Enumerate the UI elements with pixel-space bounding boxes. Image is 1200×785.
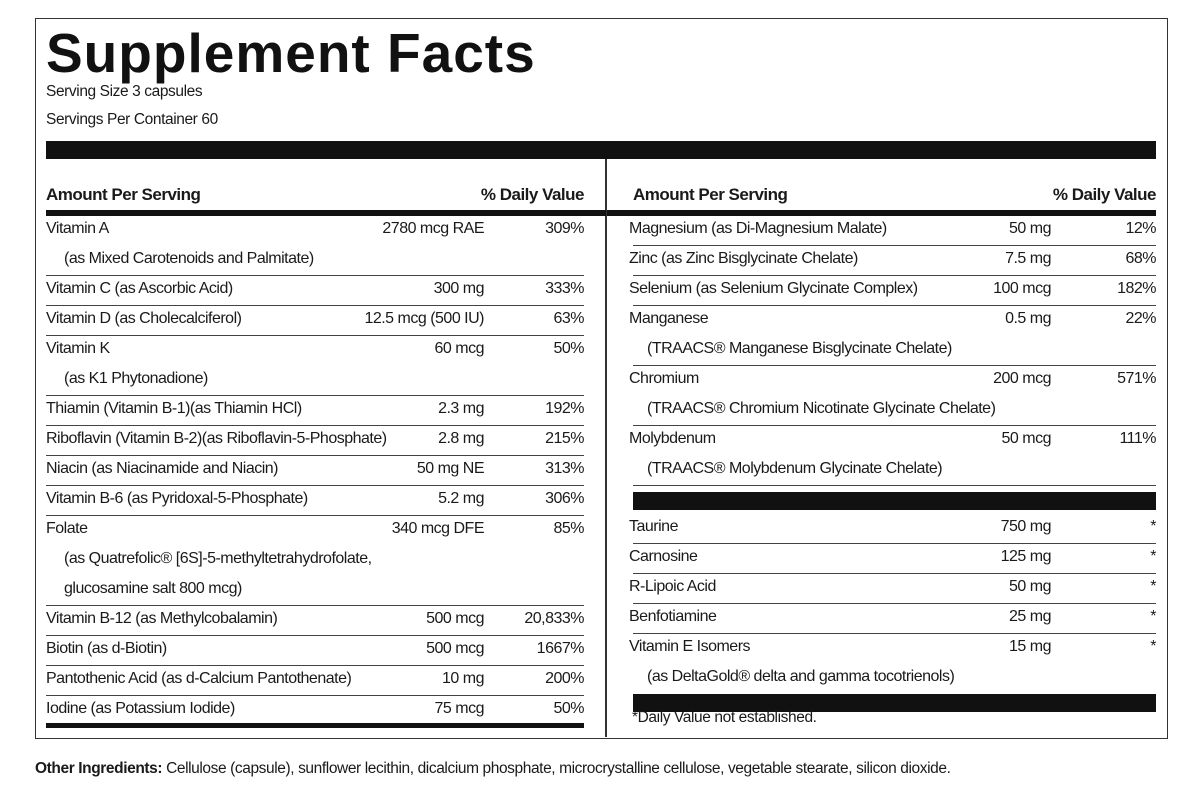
nutrient-daily-value: 571% [1117,370,1156,387]
nutrient-amount: 50 mcg [1001,430,1051,447]
nutrient-amount: 75 mcg [434,700,484,717]
nutrient-name: R-Lipoic Acid [629,578,716,595]
nutrient-daily-value: 313% [545,460,584,477]
nutrient-amount: 2.8 mg [438,430,484,447]
nutrient-source: glucosamine salt 800 mcg) [64,580,242,597]
nutrient-name: Thiamin (Vitamin B-1)(as Thiamin HCl) [46,400,302,417]
nutrient-daily-value: 20,833% [524,610,584,627]
panel-title: Supplement Facts [46,22,536,84]
nutrient-daily-value: * [1150,608,1156,625]
nutrient-row [46,276,584,306]
nutrient-row [46,456,584,486]
nutrient-name: Selenium (as Selenium Glycinate Complex) [629,280,918,297]
nutrient-row [46,306,584,336]
nutrient-amount: 50 mg [1009,578,1051,595]
nutrient-name: Benfotiamine [629,608,717,625]
nutrient-amount: 200 mcg [993,370,1051,387]
nutrient-daily-value: 63% [553,310,584,327]
nutrient-name: Zinc (as Zinc Bisglycinate Chelate) [629,250,858,267]
nutrient-daily-value: 50% [553,700,584,717]
other-ingredients-label: Other Ingredients: [35,760,163,777]
nutrient-name: Riboflavin (Vitamin B-2)(as Riboflavin-5-Phosphate) [46,430,387,447]
serving-size: Serving Size 3 capsules [46,83,203,100]
nutrient-row [629,514,1156,544]
nutrient-name: Folate [46,520,88,537]
nutrient-row [629,544,1156,574]
nutrient-row [46,396,584,426]
nutrient-row [46,666,584,696]
nutrient-name: Iodine (as Potassium Iodide) [46,700,235,717]
supplement-facts-panel [35,18,1168,739]
nutrient-row [46,426,584,456]
nutrient-row [629,306,1156,366]
amount-header: Amount Per Serving [46,185,201,204]
nutrient-row [629,216,1156,246]
other-ingredients [35,760,951,778]
nutrient-amount: 10 mg [442,670,484,687]
amount-header: Amount Per Serving [633,185,788,204]
top-bar [46,141,1156,159]
nutrient-row [46,486,584,516]
nutrient-source: (as Quatrefolic® [6S]-5-methyltetrahydrofolate, [64,550,372,567]
nutrient-row [46,696,584,726]
nutrient-row [629,246,1156,276]
column-divider [605,159,607,737]
nutrient-name: Vitamin E Isomers [629,638,751,655]
nutrient-daily-value: 111% [1119,430,1156,447]
nutrient-daily-value: 22% [1125,310,1156,327]
nutrient-amount: 25 mg [1009,608,1051,625]
nutrient-row [629,634,1156,694]
nutrient-amount: 50 mg [1009,220,1051,237]
nutrient-daily-value: 306% [545,490,584,507]
nutrient-daily-value: 12% [1125,220,1156,237]
nutrient-name: Molybdenum [629,430,716,447]
nutrient-amount: 0.5 mg [1005,310,1051,327]
nutrient-row [46,516,584,606]
nutrient-source: (as Mixed Carotenoids and Palmitate) [64,250,314,267]
nutrient-daily-value: * [1150,548,1156,565]
nutrient-daily-value: 50% [553,340,584,357]
nutrient-name: Manganese [629,310,709,327]
nutrient-name: Pantothenic Acid (as d-Calcium Pantothenate) [46,670,352,687]
nutrient-amount: 300 mg [433,280,484,297]
nutrient-row [46,606,584,636]
nutrient-name: Niacin (as Niacinamide and Niacin) [46,460,278,477]
dv-header: % Daily Value [1052,185,1156,204]
nutrient-row [629,366,1156,426]
nutrient-daily-value: 68% [1125,250,1156,267]
nutrient-amount: 340 mcg DFE [391,520,484,537]
nutrient-daily-value: 85% [553,520,584,537]
nutrient-amount: 12.5 mcg (500 IU) [364,310,484,327]
nutrient-name: Taurine [629,518,678,535]
nutrient-name: Vitamin C (as Ascorbic Acid) [46,280,233,297]
nutrient-daily-value: * [1150,518,1156,535]
nutrient-daily-value: 200% [545,670,584,687]
nutrient-row [46,336,584,396]
nutrient-row [629,574,1156,604]
nutrient-amount: 7.5 mg [1005,250,1051,267]
nutrient-name: Vitamin K [46,340,110,357]
nutrient-amount: 15 mg [1009,638,1051,655]
nutrient-daily-value: 182% [1117,280,1156,297]
nutrient-amount: 125 mg [1000,548,1051,565]
nutrient-source: (TRAACS® Manganese Bisglycinate Chelate) [647,340,952,357]
nutrient-amount: 2780 mcg RAE [382,220,484,237]
nutrient-name: Carnosine [629,548,698,565]
nutrient-source: (as K1 Phytonadione) [64,370,208,387]
nutrient-amount: 50 mg NE [416,460,484,477]
nutrient-row [629,604,1156,634]
nutrient-row [629,426,1156,486]
nutrient-source: (as DeltaGold® delta and gamma tocotrienols) [647,668,955,685]
nutrient-source: (TRAACS® Chromium Nicotinate Glycinate Chelate) [647,400,996,417]
nutrient-amount: 2.3 mg [438,400,484,417]
nutrient-name: Vitamin B-6 (as Pyridoxal-5-Phosphate) [46,490,308,507]
footnote: *Daily Value not established. [632,709,817,726]
other-ingredients-text: Cellulose (capsule), sunflower lecithin, dicalcium phosphate, microcrystalline cellulose, vegetable stearate, silicon dioxide. [162,760,951,777]
nutrient-name: Biotin (as d-Biotin) [46,640,167,657]
nutrient-daily-value: 192% [545,400,584,417]
dv-header: % Daily Value [480,185,584,204]
nutrient-name: Chromium [629,370,699,387]
nutrient-source: (TRAACS® Molybdenum Glycinate Chelate) [647,460,943,477]
nutrient-amount: 60 mcg [434,340,484,357]
nutrient-amount: 100 mcg [993,280,1051,297]
nutrient-name: Magnesium (as Di-Magnesium Malate) [629,220,887,237]
nutrient-name: Vitamin A [46,220,109,237]
nutrient-daily-value: 309% [545,220,584,237]
nutrient-amount: 750 mg [1000,518,1051,535]
nutrient-amount: 500 mcg [426,640,484,657]
nutrient-daily-value: 215% [545,430,584,447]
nutrient-daily-value: 1667% [536,640,584,657]
nutrient-row [629,276,1156,306]
nutrient-amount: 500 mcg [426,610,484,627]
section-bar [633,492,1156,510]
nutrient-daily-value: 333% [545,280,584,297]
nutrient-name: Vitamin D (as Cholecalciferol) [46,310,242,327]
nutrient-amount: 5.2 mg [438,490,484,507]
servings-per-container: Servings Per Container 60 [46,111,218,128]
nutrient-daily-value: * [1150,638,1156,655]
nutrient-row [46,636,584,666]
bottom-rule [46,723,584,728]
nutrient-daily-value: * [1150,578,1156,595]
nutrient-row [46,216,584,276]
nutrient-name: Vitamin B-12 (as Methylcobalamin) [46,610,278,627]
